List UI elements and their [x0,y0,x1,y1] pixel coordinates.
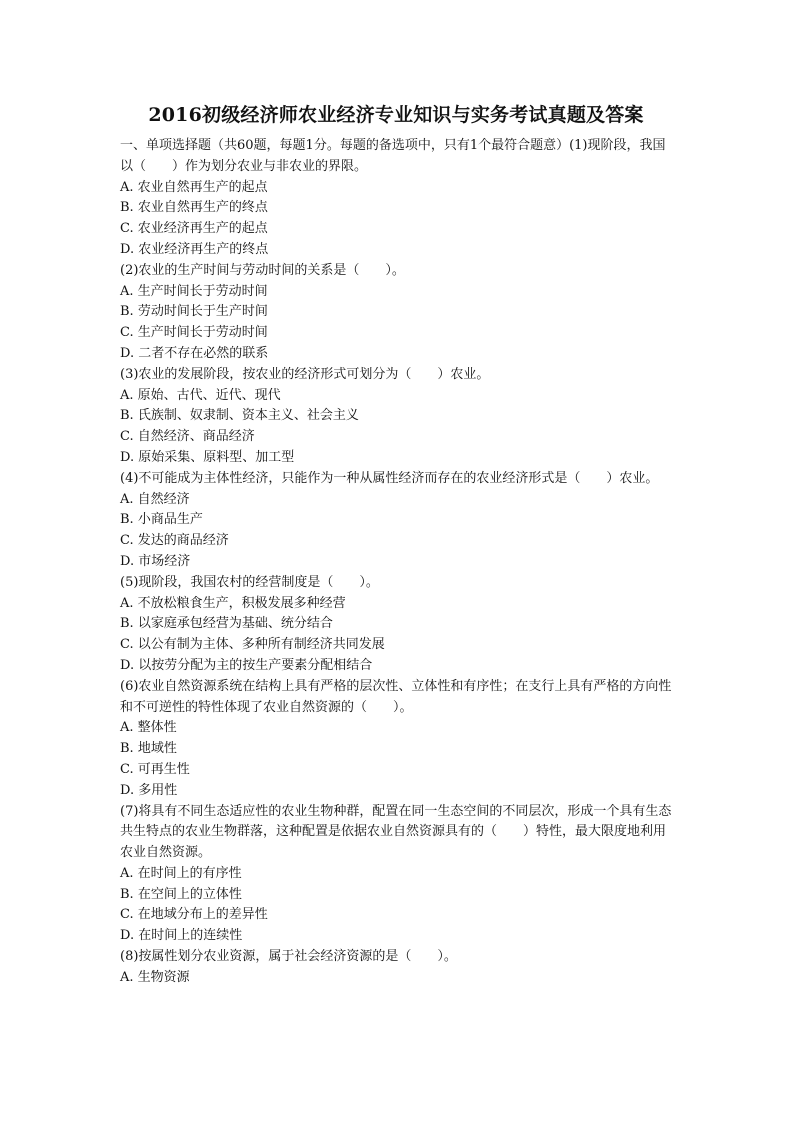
question-7: (7)将具有不同生态适应性的农业生物种群，配置在同一生态空间的不同层次，形成一个具有生态共生特点的农业生物群落，这种配置是依据农业自然资源具有的（ ）特性，最大限度地利用农业自然资源。 [120,803,672,861]
option-b: B. 农业自然再生产的终点 [120,200,268,216]
question-6: (6)农业自然资源系统在结构上具有严格的层次性、立体性和有序性；在支行上具有严格的方向性和不可逆性的特性体现了农业自然资源的（ ）。 [120,678,672,715]
option-b: B. 地域性 [120,741,177,757]
option-a: A. 在时间上的有序性 [120,865,242,881]
option-d: D. 二者不存在必然的联系 [120,345,269,361]
option-d: D. 农业经济再生产的终点 [120,241,269,257]
option-d: D. 原始采集、原料型、加工型 [120,449,295,465]
option-b: B. 氏族制、奴隶制、资本主义、社会主义 [120,408,359,424]
question-5: (5)现阶段，我国农村的经营制度是（ ）。 [120,574,379,590]
question-4: (4)不可能成为主体性经济，只能作为一种从属性经济而存在的农业经济形式是（ ）农业。 [120,470,659,486]
option-d: D. 在时间上的连续性 [120,928,243,944]
option-c: C. 以公有制为主体、多种所有制经济共同发展 [120,637,385,653]
option-c: C. 发达的商品经济 [120,533,229,549]
option-a: A. 农业自然再生产的起点 [120,179,268,195]
document-title: 2016初级经济师农业经济专业知识与实务考试真题及答案 [148,104,644,126]
option-a: A. 整体性 [120,720,177,736]
option-d: D. 多用性 [120,782,178,798]
option-a: A. 原始、古代、近代、现代 [120,387,281,403]
option-c: C. 生产时间长于劳动时间 [120,325,268,341]
option-b: B. 劳动时间长于生产时间 [120,304,268,320]
option-a: A. 不放松粮食生产，积极发展多种经营 [120,595,346,611]
question-stem: (1)现阶段，我国以（ ）作为划分农业与非农业的界限。 [120,138,666,174]
option-b: B. 以家庭承包经营为基础、统分结合 [120,616,333,632]
option-d: D. 市场经济 [120,553,191,569]
question-8: (8)按属性划分农业资源，属于社会经济资源的是（ ）。 [120,949,457,965]
option-a: A. 生物资源 [120,969,190,985]
document-page [120,100,676,989]
option-c: C. 可再生性 [120,761,190,777]
option-b: B. 小商品生产 [120,512,203,528]
question-2: (2)农业的生产时间与劳动时间的关系是（ ）。 [120,262,405,278]
option-a: A. 生产时间长于劳动时间 [120,283,268,299]
option-a: A. 自然经济 [120,491,190,507]
question-3: (3)农业的发展阶段，按农业的经济形式可划分为（ ）农业。 [120,366,490,382]
option-c: C. 自然经济、商品经济 [120,429,255,445]
section-intro: 一、单项选择题（共60题，每题1分。每题的备选项中，只有1个最符合题意） [120,138,570,153]
option-c: C. 在地域分布上的差异性 [120,907,268,923]
option-b: B. 在空间上的立体性 [120,886,242,902]
question-1 [120,136,676,178]
option-c: C. 农业经济再生产的起点 [120,221,268,237]
option-d: D. 以按劳分配为主的按生产要素分配相结合 [120,657,373,673]
